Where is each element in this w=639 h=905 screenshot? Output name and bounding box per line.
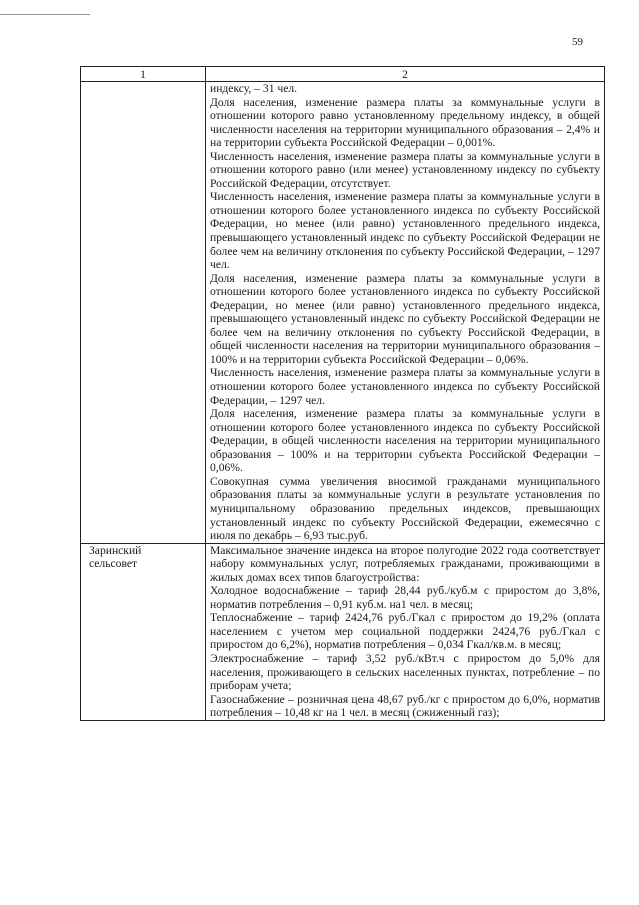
- column-header-2: 2: [206, 67, 605, 82]
- paragraph: Максимальное значение индекса на второе полугодие 2022 года соответствует набору коммунальных услуг, потребляемых гражданами, проживающими в жилых домах всех типов благоустройства:: [210, 543, 600, 584]
- document-table: [80, 66, 605, 721]
- page-number: 59: [572, 36, 583, 48]
- locality-name-line2: сельсовет: [89, 557, 138, 571]
- paragraph: Численность населения, изменение размера платы за коммунальные услуги в отношении которого равно (или менее) установленному индексу по субъекту Российской Федерации, отсутствует.: [210, 149, 600, 190]
- paragraph: Доля населения, изменение размера платы за коммунальные услуги в отношении которого более установленного индекса по субъекту Российской Федерации, но менее (или равно) установленного предельного индекса, превышающего установленный индекс по субъекту Российской Федерации не более чем на величину отклонения по субъекту Российской Федерации, в общей численности населения на территории муниципального образования – 100% и на территории субъекта Российской Федерации – 0,06%.: [210, 271, 600, 366]
- paragraph: Доля населения, изменение размера платы за коммунальные услуги в отношении которого равно установленному предельному индексу, в общей численности населения на территории муниципального образования – 2,4% и на территории субъекта Российской Федерации – 0,001%.: [210, 95, 600, 150]
- paragraph: Численность населения, изменение размера платы за коммунальные услуги в отношении которого более установленного индекса по субъекту Российской Федерации, но менее (или равно) установленного предельного индекса, превышающего установленный индекс по субъекту Российской Федерации не более чем на величину отклонения по субъекту Российской Федерации, – 1297 чел.: [210, 190, 600, 272]
- paragraph: Холодное водоснабжение – тариф 28,44 руб./куб.м с приростом до 3,8%, норматив потребления – 0,91 куб.м. на1 чел. в месяц;: [210, 584, 600, 611]
- paragraph: Теплоснабжение – тариф 2424,76 руб./Гкал с приростом до 19,2% (оплата населением с учетом мер социальной поддержки 2424,76 руб./Гкал с приростом до 6,2%), норматив потребления – 0,034 Гкал/кв.м. в месяц;: [210, 611, 600, 652]
- paragraph: Доля населения, изменение размера платы за коммунальные услуги в отношении которого более установленного индекса по субъекту Российской Федерации, в общей численности населения на территории муниципального образования – 100% и на территории субъекта Российской Федерации – 0,06%.: [210, 407, 600, 475]
- paragraph: Газоснабжение – розничная цена 48,67 руб./кг с приростом до 6,0%, норматив потребления – 10,48 кг на 1 чел. в месяц (сжиженный газ);: [210, 692, 600, 720]
- table-header-row: [81, 67, 605, 82]
- paragraph: Численность населения, изменение размера платы за коммунальные услуги в отношении которого более установленного индекса по субъекту Российской Федерации, – 1297 чел.: [210, 366, 600, 407]
- top-edge-mark: [0, 0, 90, 15]
- table-row: [81, 543, 605, 720]
- paragraph: Электроснабжение – тариф 3,52 руб./кВт.ч с приростом до 5,0% для населения, проживающего в сельских населенных пунктах, потребление – по приборам учета;: [210, 651, 600, 693]
- paragraph: Совокупная сумма увеличения вносимой гражданами муниципального образования платы за коммунальные услуги в результате установления по муниципальному образованию предельных индексов, превышающих установленный индекс по субъекту Российской Федерации, ежемесячно с июля по декабрь – 6,93 тыс.руб.: [210, 474, 600, 543]
- row-label-cell: [81, 543, 206, 720]
- row-label-cell: [81, 82, 206, 544]
- paragraph: индексу, – 31 чел.: [210, 82, 298, 95]
- locality-name-line1: Заринский: [89, 543, 142, 557]
- table-row: [81, 82, 605, 544]
- row-content-cell: [206, 82, 605, 544]
- row-content-cell: [206, 543, 605, 720]
- column-header-1: 1: [81, 67, 206, 82]
